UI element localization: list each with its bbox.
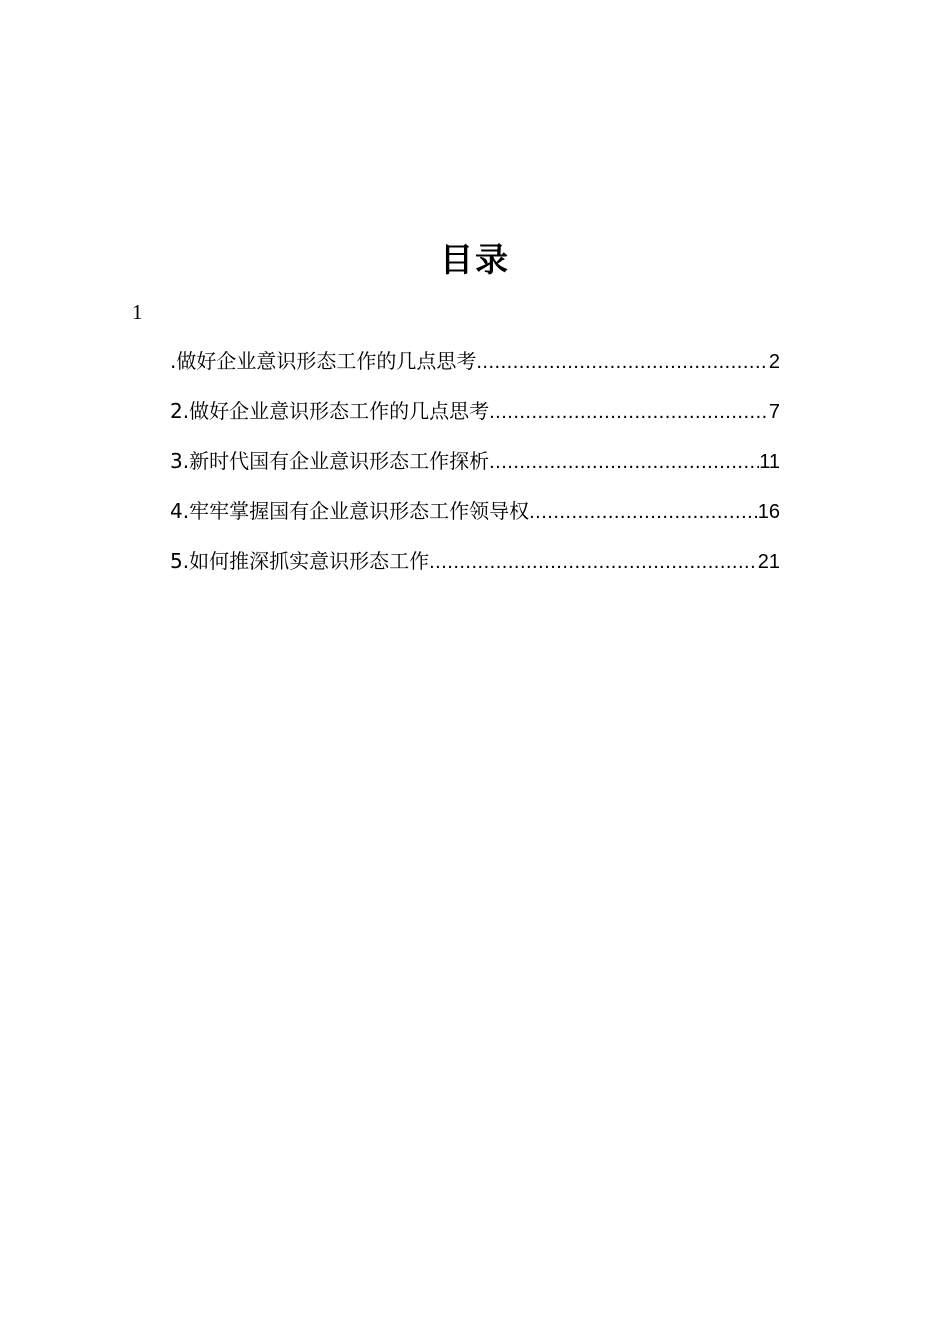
toc-lead-number: 1 <box>132 300 143 324</box>
toc-entry-title: .做好企业意识形态工作的几点思考 <box>170 349 477 373</box>
toc-dot-leader <box>429 547 758 576</box>
toc-entry[interactable] <box>170 546 780 576</box>
toc-dot-leader <box>489 397 769 426</box>
toc-entry-title: 4.牢牢掌握国有企业意识形态工作领导权 <box>170 499 530 523</box>
toc-page-number: 11 <box>759 451 780 473</box>
toc-entry-title: 3.新时代国有企业意识形态工作探析 <box>170 449 490 473</box>
toc-dot-leader <box>529 497 758 526</box>
toc-dot-leader <box>489 447 759 476</box>
toc-page-number: 21 <box>757 551 780 573</box>
toc-title: 目录 <box>440 240 510 279</box>
toc-entry-title: 2.做好企业意识形态工作的几点思考 <box>170 399 490 423</box>
toc-page-number: 16 <box>757 501 780 523</box>
toc-dot-leader <box>476 347 769 376</box>
toc-entry[interactable] <box>170 396 780 426</box>
toc-entry[interactable] <box>170 346 780 376</box>
toc-page-number: 7 <box>768 401 780 423</box>
toc-entry[interactable] <box>170 446 780 476</box>
toc-entry-title: 5.如何推深抓实意识形态工作 <box>170 549 430 573</box>
toc-page-number: 2 <box>768 351 780 373</box>
toc-entry[interactable] <box>170 496 780 526</box>
